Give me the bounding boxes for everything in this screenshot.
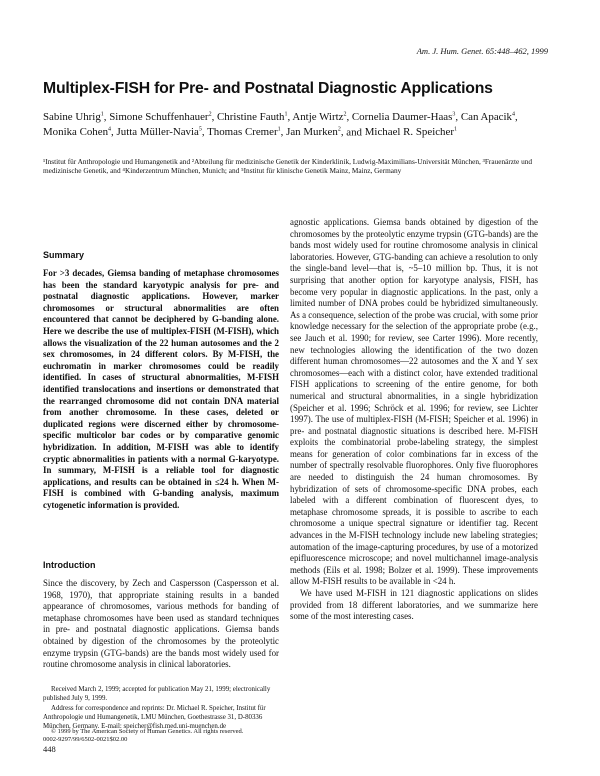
summary-paragraph: For >3 decades, Giemsa banding of metaphase chromosomes has been the standard karyotypic analysis for pre- and postnatal diagnostic applications. However, marker chromosomes or structural abnormalities are often encountered that cannot be deciphered by G-banding alone. Here we describe the use of multiplex-FISH (M-FISH), which allows the visualization of the 22 human autosomes and the 2 sex chromosomes, in 24 different colors. By M-FISH, the euchromatin in marker chromosomes could be readily identified. In cases of structural abnormalities, M-FISH identified translocations and insertions or demonstrated that the rearranged chromosome did not contain DNA material from another chromosome. In these cases, deleted or duplicated regions were discerned either by chromosome-specific multicolor bar codes or by comparative genomic hybridization. In addition, M-FISH was able to identify cryptic abnormalities in patients with a normal G-karyotype. In summary, M-FISH is a reliable tool for diagnostic applications, and results can be obtained in ≤24 h. When M-FISH is combined with G-banding analysis, maximum cytogenetic information is provided. xyxy=(43,268,279,510)
introduction-paragraph-right: agnostic applications. Giemsa bands obtained by digestion of the chromosomes by the proteolytic enzyme trypsin (GTG-bands) are the bands most widely used for routine chromosome analysis in clinical laboratories. However, GTG-banding can achieve a resolution to only the single-band level—that is, ~5–10 million bp. Thus, it is not surprising that another option for karyotype analysis, FISH, has become very popular in diagnostic applications. In the past, only a limited number of DNA probes could be hybridized simultaneously. As a consequence, selection of the probe was crucial, with some prior knowledge necessary for the selection of the appropriate probe (e.g., see Jauch et al. 1990; for review, see Carter 1996). More recently, new technologies allowing the identification of the two dozen different human chromosomes—22 autosomes and the X and Y sex chromosomes—each with a distinct color, have extended traditional FISH applications to screening of the entire genome, for both numerical and structural abnormalities, in a single hybridization (Speicher et al. 1996; Schröck et al. 1996; for review, see Lichter 1997). The use of multiplex-FISH (M-FISH; Speicher et al. 1996) in pre- and postnatal diagnostic situations is described here. M-FISH exploits the combinatorial probe-labeling strategy, the simplest means for generation of color combinations far in excess of the number of spectrally resolvable fluorophores. Only five fluorophores are needed to distinguish the 24 human chromosomes. By hybridization of sets of chromosome-specific DNA probes, each labeled with a different combination of fluorescent dyes, to metaphase chromosome spreads, it is possible to ascribe to each chromosome a unique spectral signature or identifier tag. Recent advances in the M-FISH technology include new labeling strategies; automation of the image-capturing procedures, by use of a motorized epifluorescence microscope; and novel multichannel image-analysis methods (Eils et al. 1998; Bolzer et al. 1999). These improvements allow M-FISH results to be available in <24 h. xyxy=(290,217,538,587)
author-name: Cornelia Daumer-Haas$^3$, xyxy=(351,110,459,123)
author-name: Monika Cohen$^4$, xyxy=(43,126,114,139)
author-name: Simone Schuffenhauer$^2$, xyxy=(109,110,215,123)
introduction-left-column xyxy=(43,578,279,674)
author-name: Jan Murken$^2$, xyxy=(286,126,344,139)
author-name: Michael R. Speicher$^1$ xyxy=(364,126,457,139)
affiliation-marker: 3 xyxy=(452,111,456,117)
received-note: Received March 2, 1999; accepted for publication May 21, 1999; electronically published July 9, 1999. xyxy=(43,686,271,702)
correspondence-note: Address for correspondence and reprints: Dr. Michael R. Speicher, Institut für Anthropologie und Humangenetik, LMU München, Goethestrasse 31, D-80336 München, Germany. E-mail: speicher@fish.med.uni-muenchen.de xyxy=(43,705,266,730)
affiliation-marker: 2 xyxy=(337,126,341,133)
affiliation-marker: 5 xyxy=(198,126,202,133)
author-name: Can Apacik$^4$, xyxy=(460,110,518,123)
introduction-paragraph-2: We have used M-FISH in 121 diagnostic applications on slides provided from 18 different laboratories, and we summarize here some of the most interesting cases. xyxy=(290,588,538,622)
author-name: Jutta Müller-Navia$^5$, xyxy=(116,126,205,139)
footnotes xyxy=(43,686,279,734)
author-name: Thomas Cremer$^1$, xyxy=(207,126,284,139)
introduction-paragraph-left: Since the discovery, by Zech and Caspersson (Caspersson et al. 1968, 1970), that appropriate staining results in a banded appearance of chromosomes, various methods for banding of metaphase chromosomes have been used as standard techniques in pre- and postnatal diagnostic applications. Giemsa bands obtained by digestion of the chromosomes by the proteolytic enzyme trypsin (GTG-bands) are the bands most widely used for routine chromosome analysis in clinical laboratories. xyxy=(43,578,279,670)
article-title: Multiplex-FISH for Pre- and Postnatal Diagnostic Applications xyxy=(43,80,493,97)
summary-text xyxy=(43,268,279,511)
right-column xyxy=(290,217,538,623)
copyright-block xyxy=(43,728,279,745)
affiliation-marker: 1 xyxy=(284,111,288,117)
affiliation-marker: 4 xyxy=(511,111,515,117)
author-name: Antje Wirtz$^2$, xyxy=(292,110,350,123)
page-number: 448 xyxy=(43,744,56,754)
issn-line: 0002-9297/99/6502-0021$02.00 xyxy=(43,736,128,744)
author-list xyxy=(43,108,563,140)
affiliation-marker: 2 xyxy=(208,111,212,117)
author-name: Sabine Uhrig$^1$, xyxy=(43,110,107,123)
affiliation-marker: 4 xyxy=(108,126,112,133)
introduction-heading: Introduction xyxy=(43,560,96,570)
affiliation-marker: 2 xyxy=(343,111,347,117)
author-name: and xyxy=(346,126,363,139)
author-name: Christine Fauth$^1$, xyxy=(217,110,291,123)
affiliation-marker: 1 xyxy=(277,126,281,133)
summary-heading: Summary xyxy=(43,250,85,260)
affiliations: ¹Institut für Anthropologie und Humangenetik and ²Abteilung für medizinische Genetik der Kinderklinik, Ludwig-Maximilians-Universität München, ³Frauenärzte und medizinische Genetik, and ⁴Kinderzentrum München, Munich; and ⁵Institut für klinische Genetik Mainz, Mainz, Germany xyxy=(43,157,533,176)
affiliation-marker: 1 xyxy=(100,111,104,117)
affiliation-marker: 1 xyxy=(453,126,457,133)
journal-reference: Am. J. Hum. Genet. 65:448–462, 1999 xyxy=(416,46,548,56)
copyright-line: © 1999 by The American Society of Human Genetics. All rights reserved. xyxy=(51,728,244,735)
